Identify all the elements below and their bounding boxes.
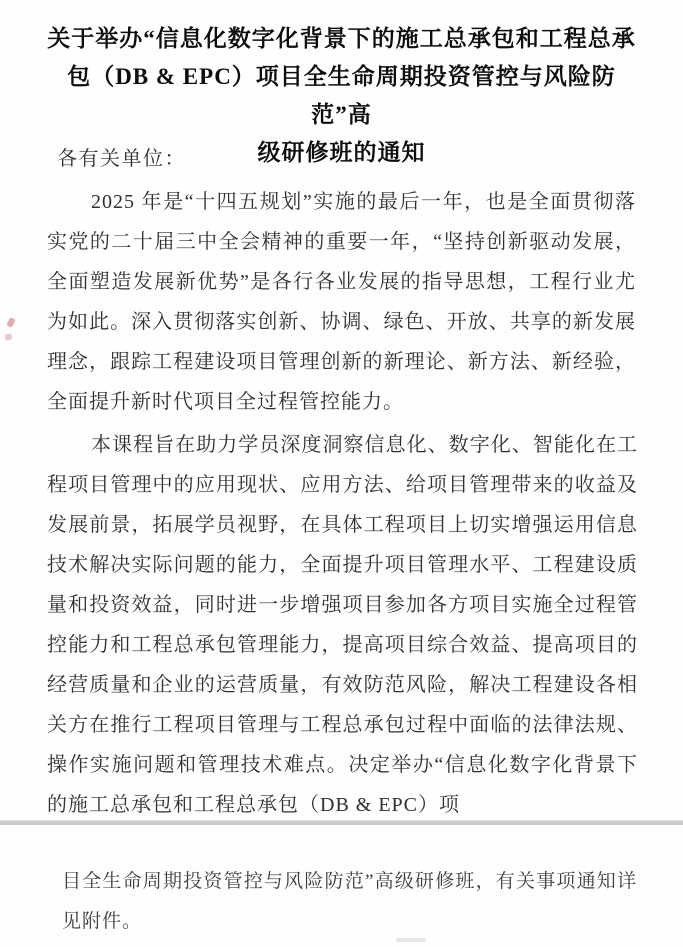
continuation-paragraph: 目全生命周期投资管控与风险防范”高级研修班，有关事项通知详见附件。 bbox=[62, 871, 637, 932]
page-break-divider bbox=[0, 821, 683, 825]
red-scan-artifact bbox=[4, 333, 12, 341]
salutation: 各有关单位： bbox=[57, 148, 186, 170]
intro-paragraph: 2025 年是“十四五规划”实施的最后一年，也是全面贯彻落实党的二十届三中全会精神的重要一年，“坚持创新驱动发展，全面塑造发展新优势”是各行各业发展的指导思想，工程行业尤为如此。深入贯彻落实创新、协调、绿色、开放、共享的新发展理念，跟踪工程建设项目管理创新的新理论、新方法、新经验，全面提升新时代项目全过程管控能力。 bbox=[47, 191, 636, 413]
title-line-1: 关于举办“信息化数字化背景下的施工总承包和工程总承 bbox=[47, 26, 636, 51]
title-line-2: 包（DB & EPC）项目全生命周期投资管控与风险防范”高 bbox=[67, 64, 616, 127]
red-scan-artifact bbox=[6, 317, 15, 328]
gray-scan-artifact bbox=[396, 938, 426, 942]
course-purpose-paragraph: 本课程旨在助力学员深度洞察信息化、数字化、智能化在工程项目管理中的应用现状、应用方法、给项目管理带来的收益及发展前景，拓展学员视野，在具体工程项目上切实增强运用信息技术解决实际问题的能力，全面提升项目管理水平、工程建设质量和投资效益，同时进一步增强项目参加各方项目实施全过程管控能力和工程总承包管理能力，提高项目综合效益、提高项目的经营质量和企业的运营质量，有效防范风险，解决工程建设各相关方在推行工程项目管理与工程总承包过程中面临的法律法规、操作实施问题和管理技术难点。决定举办“信息化数字化背景下的施工总承包和工程总承包（DB & EPC）项 bbox=[47, 434, 638, 816]
title-line-3: 级研修班的通知 bbox=[257, 140, 426, 165]
